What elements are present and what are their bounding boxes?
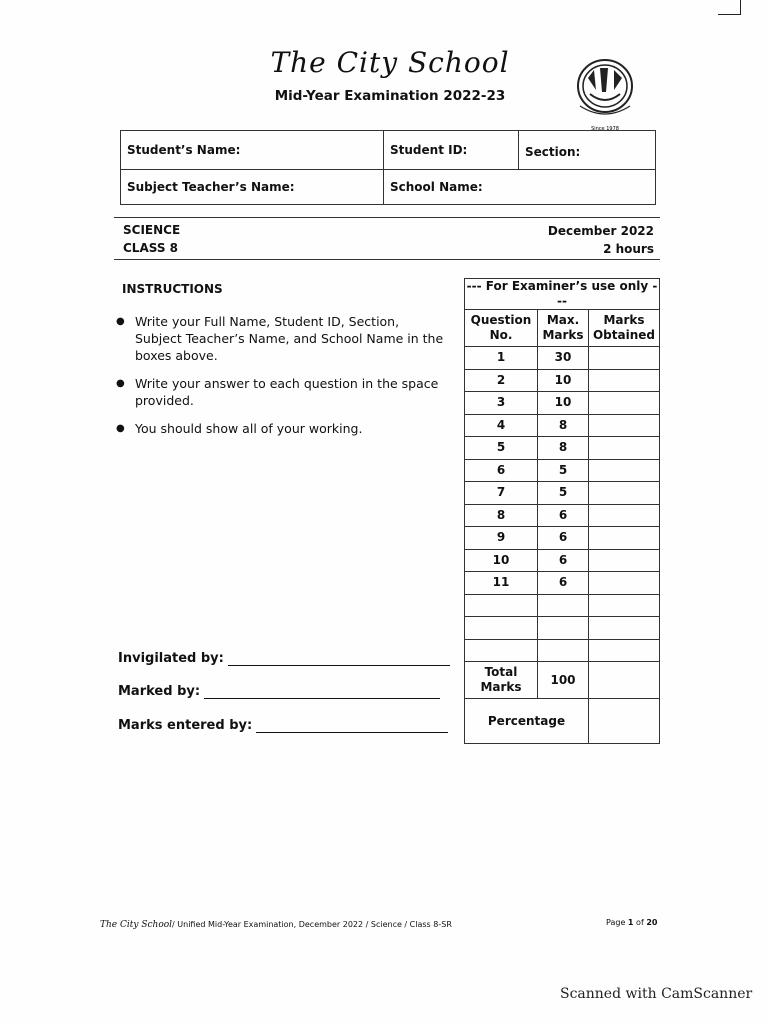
page-total: 20	[646, 918, 658, 927]
subject-label: SCIENCE	[123, 223, 181, 237]
question-row	[465, 369, 660, 392]
blank-row	[465, 594, 660, 617]
question-max-marks: 5	[538, 459, 589, 482]
blank-row	[465, 639, 660, 662]
question-number: 1	[465, 347, 538, 370]
question-max-marks: 8	[538, 414, 589, 437]
question-max-marks: 6	[538, 527, 589, 550]
blank-cell	[538, 639, 589, 662]
marked-by-line[interactable]	[204, 686, 440, 699]
footer-exam-info: / Unified Mid-Year Examination, December 2022 / Science / Class 8-SR	[172, 920, 452, 929]
col-header-question: Question No.	[465, 310, 538, 347]
student-name-field[interactable]: Student’s Name:	[121, 131, 384, 170]
page-current: 1	[627, 918, 634, 927]
col-header-max: Max. Marks	[538, 310, 589, 347]
marks-entered-by-line[interactable]	[256, 720, 448, 733]
exam-date: December 2022	[547, 224, 654, 238]
question-marks-obtained[interactable]	[589, 504, 660, 527]
question-number: 6	[465, 459, 538, 482]
footer-text	[100, 920, 452, 930]
instructions-heading: INSTRUCTIONS	[122, 282, 223, 296]
page-of: of	[636, 918, 644, 927]
question-number: 8	[465, 504, 538, 527]
question-number: 4	[465, 414, 538, 437]
blank-cell	[465, 639, 538, 662]
question-number: 3	[465, 392, 538, 415]
marked-by-row	[118, 684, 440, 699]
blank-cell[interactable]	[589, 617, 660, 640]
question-marks-obtained[interactable]	[589, 414, 660, 437]
page-number	[606, 918, 657, 927]
instruction-item: ● Write your answer to each question in the space provided.	[116, 375, 446, 409]
question-marks-obtained[interactable]	[589, 572, 660, 595]
question-row	[465, 437, 660, 460]
divider-bottom	[114, 259, 660, 260]
total-marks-label: Total Marks	[465, 662, 538, 699]
question-marks-obtained[interactable]	[589, 369, 660, 392]
crest-since-text: Since 1978	[591, 126, 619, 132]
question-number: 11	[465, 572, 538, 595]
question-row	[465, 414, 660, 437]
question-max-marks: 10	[538, 392, 589, 415]
student-info-table	[120, 130, 656, 205]
question-row	[465, 482, 660, 505]
school-name-field[interactable]: School Name:	[384, 170, 656, 205]
question-row	[465, 549, 660, 572]
question-row	[465, 572, 660, 595]
school-crest-logo	[574, 56, 636, 132]
invigilated-by-row	[118, 651, 450, 666]
class-label: CLASS 8	[123, 241, 179, 255]
blank-cell[interactable]	[589, 639, 660, 662]
question-max-marks: 10	[538, 369, 589, 392]
marks-entered-by-row	[118, 718, 448, 733]
blank-cell	[538, 617, 589, 640]
examiner-table-body	[465, 347, 660, 595]
scanner-watermark: Scanned with CamScanner	[560, 986, 753, 1002]
question-number: 10	[465, 549, 538, 572]
question-row	[465, 504, 660, 527]
percentage-label: Percentage	[465, 699, 589, 744]
question-marks-obtained[interactable]	[589, 392, 660, 415]
question-number: 2	[465, 369, 538, 392]
instruction-item: ● You should show all of your working.	[116, 420, 446, 437]
blank-cell	[465, 617, 538, 640]
question-marks-obtained[interactable]	[589, 549, 660, 572]
question-row	[465, 347, 660, 370]
school-title: The City School	[270, 46, 510, 79]
question-number: 9	[465, 527, 538, 550]
question-marks-obtained[interactable]	[589, 459, 660, 482]
question-row	[465, 527, 660, 550]
question-number: 7	[465, 482, 538, 505]
question-max-marks: 6	[538, 572, 589, 595]
question-marks-obtained[interactable]	[589, 482, 660, 505]
instruction-item: ● Write your Full Name, Student ID, Section, Subject Teacher’s Name, and School Name in the boxes above.	[116, 313, 446, 364]
total-marks-obtained[interactable]	[589, 662, 660, 699]
question-max-marks: 6	[538, 549, 589, 572]
examiner-marks-table	[464, 278, 660, 744]
examiner-table-title: --- For Examiner’s use only ---	[465, 279, 660, 310]
percentage-value[interactable]	[589, 699, 660, 744]
total-marks-value: 100	[538, 662, 589, 699]
col-header-obtained: Marks Obtained	[589, 310, 660, 347]
student-id-field[interactable]: Student ID:	[384, 131, 519, 170]
question-marks-obtained[interactable]	[589, 527, 660, 550]
footer-brand: The City School	[100, 920, 173, 930]
blank-cell[interactable]	[589, 594, 660, 617]
question-max-marks: 30	[538, 347, 589, 370]
question-max-marks: 5	[538, 482, 589, 505]
marks-entered-by-label: Marks entered by:	[118, 718, 253, 733]
question-max-marks: 8	[538, 437, 589, 460]
divider-top	[114, 217, 660, 218]
blank-row	[465, 617, 660, 640]
blank-cell	[465, 594, 538, 617]
question-max-marks: 6	[538, 504, 589, 527]
question-marks-obtained[interactable]	[589, 347, 660, 370]
invigilated-by-line[interactable]	[228, 653, 450, 666]
instructions-list	[116, 313, 446, 448]
exam-duration: 2 hours	[603, 242, 654, 256]
blank-cell	[538, 594, 589, 617]
question-marks-obtained[interactable]	[589, 437, 660, 460]
scan-corner-mark	[718, 0, 741, 15]
page-prefix: Page	[606, 918, 626, 927]
question-row	[465, 459, 660, 482]
marked-by-label: Marked by:	[118, 684, 201, 699]
question-number: 5	[465, 437, 538, 460]
subject-teacher-field[interactable]: Subject Teacher’s Name:	[121, 170, 384, 205]
section-field[interactable]: Section:	[519, 131, 656, 170]
question-row	[465, 392, 660, 415]
exam-title: Mid-Year Examination 2022-23	[274, 88, 506, 104]
invigilated-by-label: Invigilated by:	[118, 651, 224, 666]
